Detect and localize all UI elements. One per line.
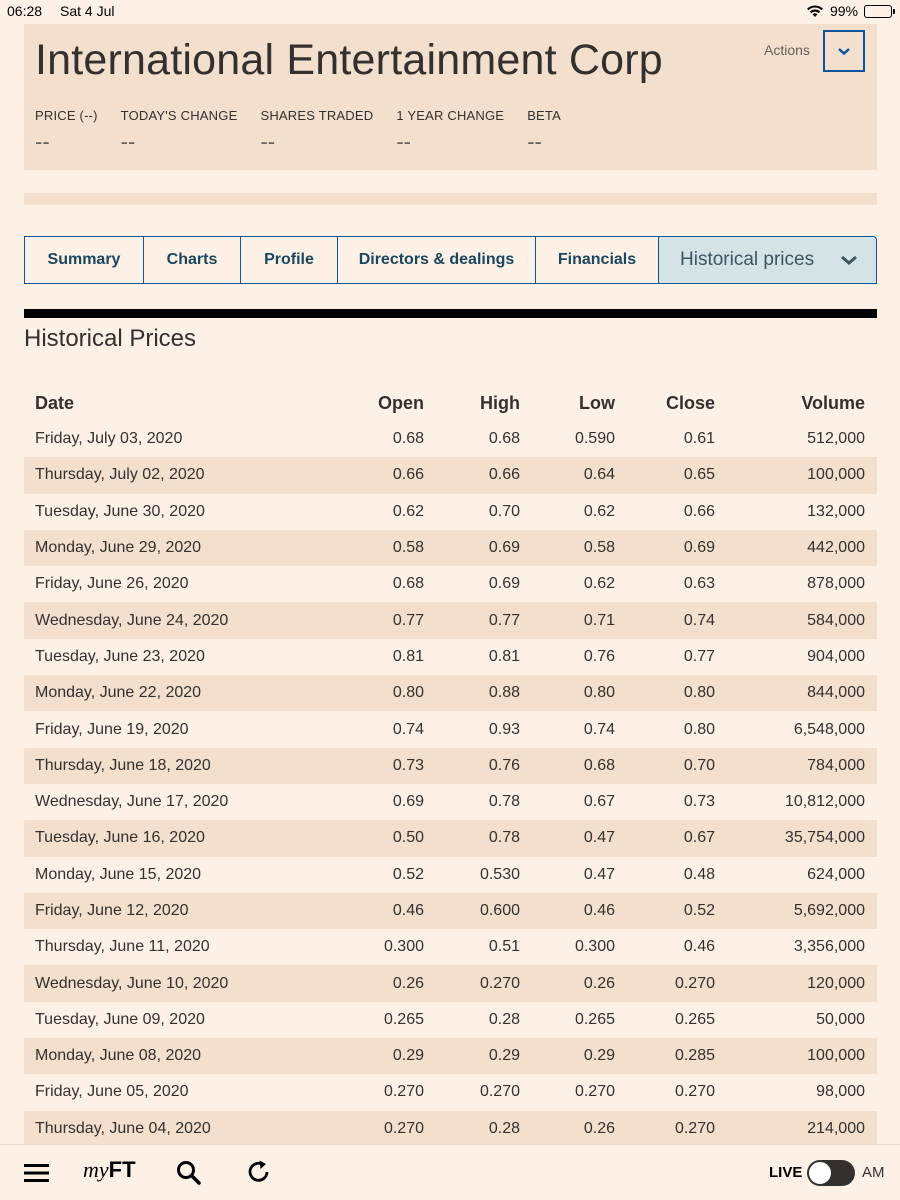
cell-low: 0.47 [583,865,615,883]
cell-date: Tuesday, June 23, 2020 [35,647,205,665]
cell-volume: 5,692,000 [793,902,865,919]
cell-open: 0.66 [392,466,424,484]
cell-low: 0.67 [583,793,615,811]
stat-label: 1 YEAR CHANGE [396,108,505,123]
cell-low: 0.270 [574,1083,615,1101]
cell-date: Friday, June 19, 2020 [35,720,189,738]
cell-close: 0.80 [683,684,715,702]
toggle-switch [807,1160,855,1186]
cell-close: 0.69 [683,539,715,557]
cell-high: 0.70 [488,502,520,520]
tab-bar [24,236,877,284]
cell-volume: 120,000 [807,974,865,992]
stat-label: PRICE (--) [35,108,98,123]
stat-price [35,108,98,155]
tab-historical-prices[interactable] [658,236,877,284]
cell-open: 0.62 [392,502,424,520]
cell-volume: 132,000 [807,502,865,520]
cell-high: 0.68 [488,430,520,448]
menu-icon [24,1163,50,1183]
myft-ft: FT [108,1157,136,1182]
cell-low: 0.26 [583,974,615,992]
table-row [24,421,877,457]
cell-date: Thursday, June 18, 2020 [35,756,211,774]
cell-date: Monday, June 15, 2020 [35,865,202,883]
status-time: 06:28 [7,3,43,19]
cell-volume: 35,754,000 [784,829,865,847]
table-row [24,1074,877,1110]
stat-beta [527,108,561,155]
table-row [24,857,877,893]
cell-high: 0.28 [488,1010,520,1028]
cell-volume: 624,000 [807,865,865,883]
search-icon [176,1160,201,1185]
stat-value: -- [120,129,136,154]
stat-label: TODAY'S CHANGE [120,108,238,123]
cell-date: Tuesday, June 16, 2020 [35,829,205,847]
cell-high: 0.28 [488,1119,520,1137]
cell-low: 0.300 [574,938,615,956]
cell-volume: 512,000 [807,430,865,448]
cell-high: 0.76 [488,756,520,774]
cell-date: Thursday, July 02, 2020 [35,466,205,484]
table-header-row [24,385,877,421]
cell-close: 0.270 [674,1119,715,1137]
cell-low: 0.64 [583,466,615,484]
cell-volume: 844,000 [807,684,865,702]
cell-date: Friday, June 26, 2020 [35,575,189,593]
table-row [24,748,877,784]
cell-low: 0.590 [574,430,615,448]
stat-value: -- [527,129,542,154]
cell-high: 0.93 [488,720,520,738]
battery-icon [864,5,892,18]
chevron-down-icon [840,255,858,265]
toggle-knob [808,1161,832,1185]
cell-volume: 6,548,000 [793,720,865,738]
cell-close: 0.285 [674,1047,715,1065]
cell-date: Monday, June 22, 2020 [35,684,202,702]
stat-value: -- [396,129,411,154]
quote-header [24,24,877,170]
cell-volume: 100,000 [807,466,865,484]
table-row [24,1111,877,1147]
cell-open: 0.58 [392,539,424,557]
cell-high: 0.600 [479,902,520,919]
cell-date: Thursday, June 11, 2020 [35,938,210,956]
cell-open: 0.29 [392,1047,424,1065]
cell-open: 0.270 [383,1083,424,1101]
stat-1-year-change [396,108,504,155]
cell-high: 0.66 [488,466,520,484]
cell-open: 0.270 [383,1119,424,1137]
cell-volume: 442,000 [807,539,865,557]
menu-button[interactable] [24,1163,50,1183]
quote-stats [35,108,584,155]
cell-low: 0.71 [583,611,615,629]
search-button[interactable] [176,1160,201,1185]
cell-high: 0.78 [488,829,520,847]
cell-high: 0.88 [488,684,520,702]
cell-high: 0.81 [488,647,520,665]
cell-low: 0.46 [583,902,615,919]
stat-label: SHARES TRADED [260,108,374,123]
cell-open: 0.81 [392,647,424,665]
table-row [24,929,877,965]
header-low: Low [579,392,615,413]
bottom-toolbar [0,1144,900,1200]
cell-open: 0.80 [392,684,424,702]
cell-open: 0.74 [392,720,424,738]
cell-volume: 98,000 [816,1083,865,1101]
cell-date: Monday, June 29, 2020 [35,539,202,557]
table-row [24,457,877,493]
cell-close: 0.67 [683,829,715,847]
cell-low: 0.76 [583,647,615,665]
company-title: International Entertainment Corp [35,36,663,84]
tab-directors-dealings[interactable]: Directors & dealings [337,236,535,284]
cell-volume: 584,000 [807,611,865,629]
cell-close: 0.74 [683,611,715,629]
cell-low: 0.68 [583,756,615,774]
stat-label: BETA [527,108,561,123]
cell-date: Friday, June 12, 2020 [35,902,189,919]
cell-close: 0.80 [683,720,715,738]
cell-open: 0.68 [392,430,424,448]
cell-low: 0.80 [583,684,615,702]
cell-open: 0.77 [392,611,424,629]
cell-date: Tuesday, June 09, 2020 [35,1010,205,1028]
myft-my: my [83,1157,109,1182]
cell-volume: 50,000 [816,1010,865,1028]
cell-open: 0.68 [392,575,424,593]
stat-value: -- [35,129,50,154]
refresh-button[interactable] [246,1159,272,1185]
cell-open: 0.52 [392,865,424,883]
table-row [24,566,877,602]
cell-open: 0.46 [392,902,424,919]
cell-open: 0.265 [383,1010,424,1028]
table-row [24,494,877,530]
cell-high: 0.77 [488,611,520,629]
cell-close: 0.73 [683,793,715,811]
cell-volume: 904,000 [807,647,865,665]
cell-low: 0.265 [574,1010,615,1028]
header-volume: Volume [801,392,865,413]
header-date: Date [35,392,75,413]
battery-percent: 99% [829,3,858,19]
cell-close: 0.66 [683,502,715,520]
table-row [24,1038,877,1074]
table-row [24,893,877,929]
cell-high: 0.29 [488,1047,520,1065]
table-row [24,711,877,747]
table-row [24,820,877,856]
cell-date: Wednesday, June 24, 2020 [35,611,229,629]
cell-close: 0.265 [674,1010,715,1028]
cell-close: 0.70 [683,756,715,774]
cell-close: 0.65 [683,466,715,484]
cell-low: 0.47 [583,829,615,847]
cell-low: 0.26 [583,1119,615,1137]
cell-open: 0.300 [383,938,424,956]
cell-close: 0.270 [674,974,715,992]
tab-label: Historical prices [680,249,815,270]
cell-close: 0.52 [683,902,715,919]
header-open: Open [377,392,424,413]
live-label: LIVE [769,1164,803,1181]
refresh-icon [246,1159,272,1185]
cell-close: 0.46 [683,938,715,956]
status-right [806,3,892,19]
cell-high: 0.69 [488,539,520,557]
historical-prices-table [24,385,877,1147]
cell-date: Wednesday, June 10, 2020 [35,974,229,992]
cell-high: 0.270 [479,1083,520,1101]
cell-volume: 3,356,000 [793,938,865,956]
cell-open: 0.73 [392,756,424,774]
table-row [24,675,877,711]
am-label: AM [862,1164,885,1181]
cell-volume: 214,000 [807,1119,865,1137]
cell-date: Monday, June 08, 2020 [35,1047,202,1065]
cell-volume: 878,000 [807,575,865,593]
cell-date: Friday, June 05, 2020 [35,1083,189,1101]
tab-charts[interactable]: Charts [143,236,240,284]
cell-close: 0.77 [683,647,715,665]
status-bar [0,0,900,24]
stat-shares-traded [260,108,373,155]
cell-volume: 100,000 [807,1047,865,1065]
cell-open: 0.26 [392,974,424,992]
actions-button[interactable] [823,30,865,72]
cell-close: 0.61 [683,430,715,448]
cell-date: Wednesday, June 17, 2020 [35,793,229,811]
cell-volume: 784,000 [807,756,865,774]
header-close: Close [665,392,715,413]
cell-close: 0.63 [683,575,715,593]
cell-high: 0.69 [488,575,520,593]
section-title: Historical Prices [24,325,197,352]
chevron-down-icon [837,47,851,56]
table-row [24,602,877,638]
cell-close: 0.48 [683,865,715,883]
table-row [24,965,877,1001]
cell-close: 0.270 [674,1083,715,1101]
cell-date: Friday, July 03, 2020 [35,430,183,448]
header-band [24,193,877,205]
cell-low: 0.62 [583,575,615,593]
cell-date: Thursday, June 04, 2020 [35,1119,211,1137]
stat-todays-change [121,108,238,155]
cell-high: 0.530 [479,865,520,883]
stat-value: -- [260,129,276,154]
cell-low: 0.74 [583,720,615,738]
cell-high: 0.78 [488,793,520,811]
cell-open: 0.50 [392,829,424,847]
wifi-icon [806,4,824,18]
live-toggle[interactable] [807,1160,855,1186]
cell-high: 0.51 [488,938,520,956]
tab-profile[interactable]: Profile [240,236,337,284]
myft-button[interactable] [83,1157,136,1183]
header-high: High [480,392,520,413]
table-row [24,784,877,820]
cell-volume: 10,812,000 [784,793,865,811]
cell-date: Tuesday, June 30, 2020 [35,502,205,520]
cell-low: 0.58 [583,539,615,557]
cell-low: 0.29 [583,1047,615,1065]
section-divider [24,309,877,318]
cell-low: 0.62 [583,502,615,520]
tab-financials[interactable]: Financials [535,236,658,284]
cell-open: 0.69 [392,793,424,811]
tab-summary[interactable]: Summary [24,236,143,284]
table-row [24,639,877,675]
cell-high: 0.270 [479,974,520,992]
actions-label: Actions [764,42,810,58]
table-row [24,1002,877,1038]
table-row [24,530,877,566]
status-date: Sat 4 Jul [60,3,115,19]
